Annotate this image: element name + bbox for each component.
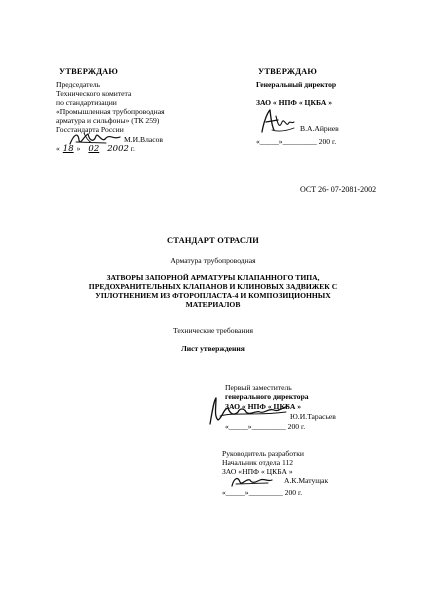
- left-date-year: 2002: [107, 144, 129, 154]
- developer-line-2: Начальник отдела 112: [222, 458, 294, 467]
- left-approval-line-4: «Промышленная трубопроводная: [56, 107, 165, 116]
- right-approval-heading: УТВЕРЖДАЮ: [258, 67, 318, 76]
- deputy-line-2: генерального директора: [225, 392, 309, 401]
- deputy-line-3: ЗАО « НПФ « ЦКБА »: [225, 402, 302, 411]
- right-approval-title: Генеральный директор: [256, 80, 337, 89]
- document-subtitle: Технические требования: [172, 326, 254, 335]
- deputy-date: «_____»_________ 200 г.: [225, 422, 306, 431]
- sheet-label: Лист утверждения: [181, 344, 245, 353]
- developer-line-3: ЗАО «НПФ « ЦКБА »: [222, 467, 293, 476]
- left-approval-line-6: Госстандарта России: [56, 125, 124, 134]
- title-line-3: УПЛОТНЕНИЕМ ИЗ ФТОРОПЛАСТА-4 И КОМПОЗИЦИОННЫХ: [95, 291, 331, 300]
- title-line-4: МАТЕРИАЛОВ: [185, 300, 241, 309]
- developer-line-1: Руководитель разработки: [222, 449, 304, 458]
- right-approval-date: «_____»_________ 200 г.: [256, 137, 337, 146]
- left-approval-signer: М.И.Власов: [124, 135, 164, 144]
- left-approval-heading: УТВЕРЖДАЮ: [59, 67, 119, 76]
- left-date-unit: г.: [130, 144, 135, 153]
- developer-signer: А.К.Матущак: [284, 476, 329, 485]
- category-label: Арматура трубопроводная: [170, 256, 256, 265]
- left-approval-date: « 18 » 02 2002 г.: [56, 144, 135, 154]
- right-signature-image: [258, 106, 298, 136]
- left-approval-line-2: Технического комитета: [56, 89, 132, 98]
- left-approval-line-1: Председатель: [56, 80, 101, 89]
- left-approval-line-3: по стандартизации: [56, 98, 117, 107]
- left-date-month: 02: [88, 144, 100, 154]
- deputy-signer: Ю.И.Тарасьев: [290, 412, 336, 421]
- deputy-line-1: Первый заместитель: [225, 383, 292, 392]
- document-number: ОСТ 26- 07-2081-2002: [300, 185, 377, 194]
- standard-label: СТАНДАРТ ОТРАСЛИ: [166, 236, 260, 245]
- title-line-1: ЗАТВОРЫ ЗАПОРНОЙ АРМАТУРЫ КЛАПАННОГО ТИПА,: [106, 273, 320, 282]
- left-approval-line-5: арматура и сильфоны» (ТК 259): [56, 116, 160, 125]
- right-approval-org: ЗАО « НПФ « ЦКБА »: [256, 98, 333, 107]
- right-approval-signer: В.А.Айриев: [300, 124, 339, 133]
- developer-date: «_____»_________ 200 г.: [222, 488, 303, 497]
- left-date-day: 18: [62, 144, 74, 154]
- title-line-2: ПРЕДОХРАНИТЕЛЬНЫХ КЛАПАНОВ И КЛИНОВЫХ ЗАДВИЖЕК С: [88, 282, 338, 291]
